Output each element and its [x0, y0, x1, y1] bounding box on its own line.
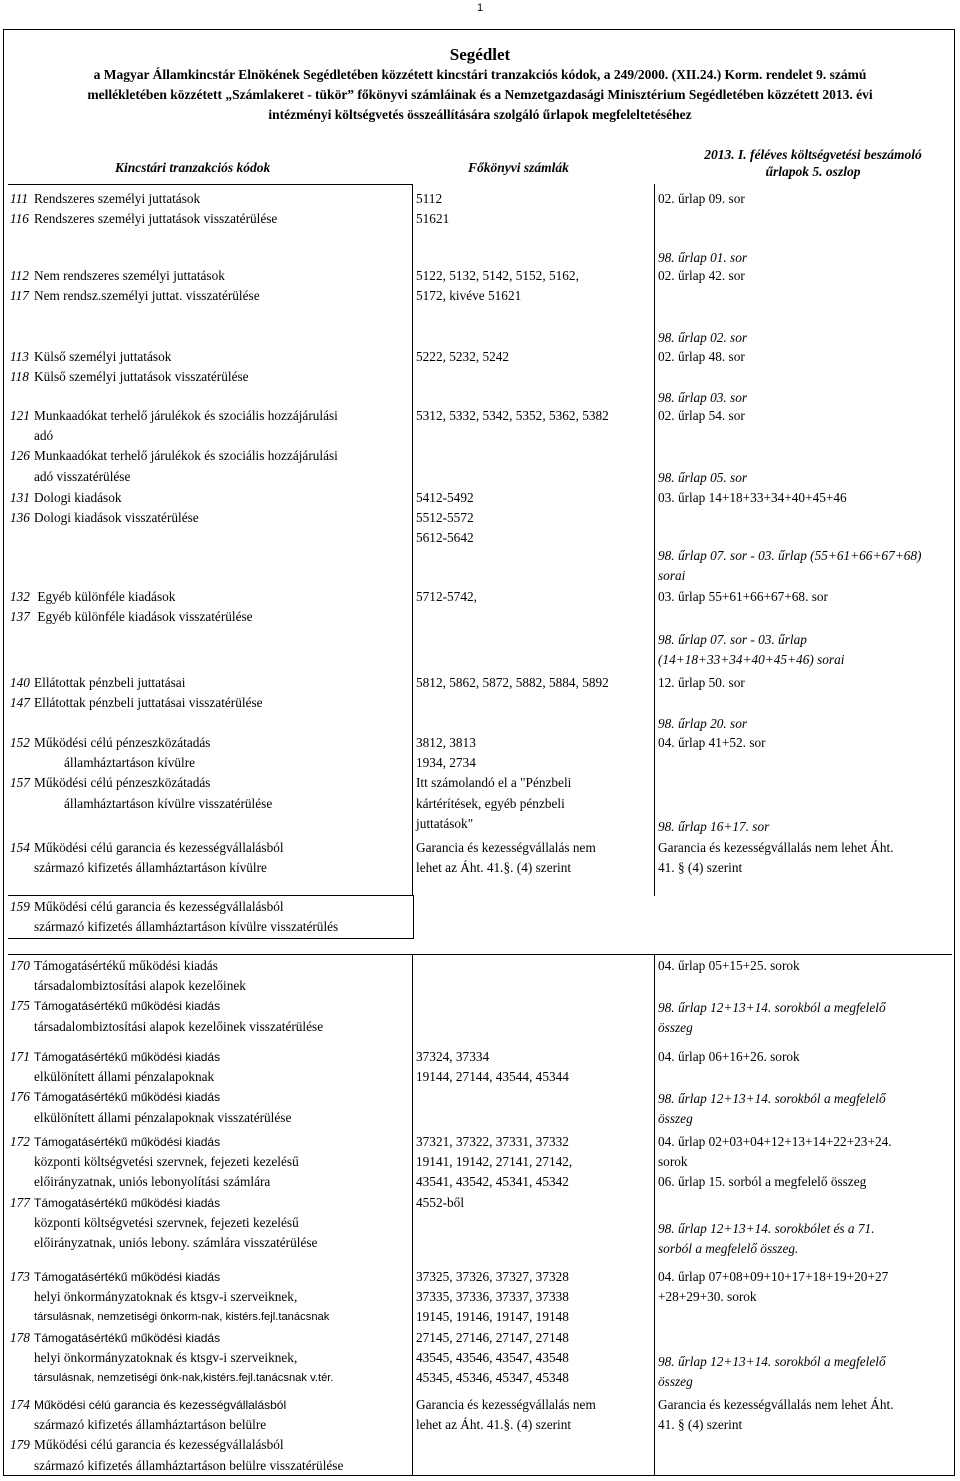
account-line: juttatások": [416, 815, 474, 831]
code-number: 170: [10, 958, 30, 973]
row-152-forms: 04. űrlap 41+52. sor: [658, 735, 766, 750]
code-label-cont: származó kifizetés államháztartáson belülre: [34, 1417, 267, 1433]
account-line: 1934, 2734: [416, 755, 476, 771]
row-154-accounts: [416, 838, 596, 878]
code-label: Nem rendsz.személyi juttat. visszatérülése: [34, 288, 260, 304]
code-number: 111: [10, 191, 28, 206]
header-urlapok-line2: űrlapok 5. oszlop: [765, 164, 861, 179]
code-number: 132: [10, 589, 30, 604]
forms-line: Garancia és kezességvállalás nem lehet Áht.: [658, 1397, 894, 1412]
row-132-codes: [10, 587, 253, 627]
code-label: Támogatásértékű működési kiadás: [34, 999, 221, 1014]
code-number: 154: [10, 840, 30, 855]
row-173-codes: [10, 1267, 334, 1388]
code-number: 117: [10, 288, 29, 304]
header-kincstari-kodok: Kincstári tranzakciós kódok: [115, 160, 271, 175]
code-number: 136: [10, 510, 30, 526]
row-171-forms: 04. űrlap 06+16+26. sorok: [658, 1049, 800, 1064]
row-131-forms-98: [658, 546, 921, 586]
forms-line: Garancia és kezességvállalás nem lehet Áht.: [658, 840, 894, 855]
account-line: kártérítések, egyéb pénzbeli: [416, 795, 565, 811]
forms-line: sorból a megfelelő összeg.: [658, 1241, 799, 1257]
row-154-codes: [10, 838, 284, 878]
code-label: Munkaadókat terhelő járulékok és szociális hozzájárulási: [34, 408, 338, 423]
row-131-forms: 03. űrlap 14+18+33+34+40+45+46: [658, 490, 847, 505]
code-label: Dologi kiadások visszatérülése: [34, 510, 199, 526]
row-170-forms-98: [658, 998, 886, 1038]
header-urlapok-line1: 2013. I. féléves költségvetési beszámoló: [704, 147, 922, 162]
code-label: Ellátottak pénzbeli juttatásai: [34, 675, 186, 690]
code-label-cont: helyi önkormányzatoknak és ktsgv-i szerveiknek,: [34, 1289, 298, 1305]
code-label: Külső személyi juttatások: [34, 349, 172, 364]
code-number: 157: [10, 775, 30, 791]
column-divider-left-lower: [412, 954, 413, 1476]
row-172-forms-98: [658, 1219, 875, 1259]
forms-line: (14+18+33+34+40+45+46) sorai: [658, 652, 845, 668]
code-label: Egyéb különféle kiadások visszatérülése: [34, 609, 253, 625]
row-132-forms: 03. űrlap 55+61+66+67+68. sor: [658, 589, 828, 604]
code-number: 113: [10, 349, 29, 364]
forms-line: összeg: [658, 1374, 693, 1390]
code-label-cont: központi költségvetési szervnek, fejezeti kezelésű: [34, 1154, 299, 1170]
account-line: 37335, 37336, 37337, 37338: [416, 1289, 569, 1305]
row-111-forms: 02. űrlap 09. sor: [658, 191, 745, 206]
account-line: 37321, 37322, 37331, 37332: [416, 1134, 569, 1149]
code-label: Támogatásértékű működési kiadás: [34, 958, 218, 973]
account-line: Itt számolandó el a "Pénzbeli: [416, 775, 572, 791]
row-113-codes: [10, 347, 249, 387]
code-label-cont: származó kifizetés államháztartáson belülre visszatérülése: [34, 1457, 344, 1473]
code-label-cont: államháztartáson kívülre visszatérülése: [64, 795, 273, 811]
header-urlapok: [678, 146, 948, 180]
code-number: 137: [10, 609, 30, 625]
code-label: Munkaadókat terhelő járulékok és szociális hozzájárulási: [34, 448, 338, 464]
row-152-forms-98: 98. űrlap 16+17. sor: [658, 819, 770, 834]
code-label: Külső személyi juttatások visszatérülése: [34, 369, 249, 385]
account-line: 43541, 43542, 45341, 45342: [416, 1174, 569, 1190]
forms-line: 41. § (4) szerint: [658, 1417, 743, 1433]
account-line: 37324, 37334: [416, 1049, 490, 1064]
forms-line: összeg: [658, 1020, 693, 1036]
forms-line: 04. űrlap 07+08+09+10+17+18+19+20+27: [658, 1269, 889, 1284]
row-113-forms: 02. űrlap 48. sor: [658, 349, 745, 364]
code-number: 159: [10, 899, 30, 914]
row-111-codes: [10, 189, 277, 229]
code-number: 126: [10, 448, 30, 464]
code-number: 147: [10, 695, 30, 711]
code-label-cont: társulásnak, nemzetiségi önkorm-nak, kistérs.fejl.tanácsnak: [34, 1311, 330, 1324]
code-label: Támogatásértékű működési kiadás: [34, 1090, 221, 1105]
code-number: 131: [10, 490, 30, 505]
row-140-accounts: 5812, 5862, 5872, 5882, 5884, 5892: [416, 675, 609, 690]
forms-line: 98. űrlap 12+13+14. sorokból a megfelelő: [658, 1091, 886, 1106]
code-number: 173: [10, 1269, 30, 1284]
account-line: 5112: [416, 191, 443, 206]
code-number: 177: [10, 1194, 30, 1210]
row-113-forms-98: 98. űrlap 03. sor: [658, 390, 748, 405]
code-label-cont: elkülönített állami pénzalapoknak visszatérülése: [34, 1109, 292, 1125]
document-title: [8, 45, 952, 125]
code-number: 118: [10, 369, 29, 385]
account-line: 27145, 27146, 27147, 27148: [416, 1329, 569, 1345]
row-113-accounts: 5222, 5232, 5242: [416, 349, 510, 364]
account-line: 5412-5492: [416, 490, 474, 505]
row-132-forms-98: [658, 630, 844, 670]
code-label: Rendszeres személyi juttatások visszatérülése: [34, 211, 278, 227]
page-number: 1: [476, 2, 484, 14]
column-divider-159: [413, 895, 414, 938]
row-131-accounts: [416, 488, 474, 549]
code-label: Támogatásértékű működési kiadás: [34, 1135, 221, 1149]
code-label: Támogatásértékű működési kiadás: [34, 1050, 221, 1064]
code-label: Támogatásértékű működési kiadás: [34, 1270, 221, 1284]
code-number: 174: [10, 1397, 30, 1412]
account-line: 5512-5572: [416, 510, 474, 526]
account-line: lehet az Áht. 41.§. (4) szerint: [416, 860, 572, 876]
code-label: Működési célú garancia és kezességvállalásból: [34, 1398, 287, 1412]
forms-line: sorok: [658, 1154, 688, 1170]
code-number: 179: [10, 1437, 30, 1453]
code-label: Rendszeres személyi juttatások: [34, 191, 201, 206]
row-140-forms-98: 98. űrlap 20. sor: [658, 716, 748, 731]
row-159-codes: [10, 897, 338, 937]
section-rule-159-bottom: [8, 938, 414, 939]
section-rule-159-top: [8, 895, 414, 896]
code-number: 175: [10, 998, 30, 1014]
forms-line: 98. űrlap 12+13+14. sorokbólet és a 71.: [658, 1221, 875, 1236]
header-fokonyvi-szamlak: Főkönyvi számlák: [468, 160, 569, 175]
forms-line: 41. § (4) szerint: [658, 860, 743, 876]
code-label-cont: származó kifizetés államháztartáson kívülre visszatérülés: [34, 919, 339, 935]
title-heading: Segédlet: [449, 45, 511, 64]
row-152-accounts: [416, 733, 571, 834]
forms-line: 98. űrlap 07. sor - 03. űrlap (55+61+66+67+68): [658, 548, 922, 563]
row-112-forms: 02. űrlap 42. sor: [658, 268, 745, 283]
code-number: 176: [10, 1089, 30, 1105]
forms-line: +28+29+30. sorok: [658, 1289, 757, 1305]
forms-line: 98. űrlap 07. sor - 03. űrlap: [658, 632, 807, 647]
row-172-codes: [10, 1132, 317, 1253]
row-173-forms-98: [658, 1352, 886, 1392]
code-number: 121: [10, 408, 30, 423]
row-171-accounts: [416, 1047, 569, 1087]
account-line: 51621: [416, 211, 450, 227]
code-label-cont: államháztartáson kívülre: [64, 755, 196, 771]
row-170-codes: [10, 956, 323, 1037]
row-173-accounts: [416, 1267, 569, 1388]
row-171-forms-98: [658, 1089, 886, 1129]
row-152-codes: [10, 733, 272, 814]
account-line: Garancia és kezességvállalás nem: [416, 1397, 596, 1412]
code-number: 112: [10, 268, 29, 283]
code-number: 140: [10, 675, 30, 690]
account-line: 19144, 27144, 43544, 45344: [416, 1069, 569, 1085]
code-label-cont: társulásnak, nemzetiségi önk-nak,kistérs.fejl.tanácsnak v.tér.: [34, 1372, 334, 1385]
row-174-accounts: [416, 1395, 596, 1435]
row-111-accounts: [416, 189, 449, 229]
row-173-forms: [658, 1267, 888, 1307]
code-label-cont: elkülönített állami pénzalapoknak: [34, 1069, 215, 1085]
code-label: Működési célú garancia és kezességvállalásból: [34, 840, 284, 855]
row-171-codes: [10, 1047, 291, 1128]
code-label-cont: adó: [34, 428, 54, 444]
code-label: Működési célú pénzeszközátadás: [34, 775, 211, 791]
row-132-accounts: 5712-5742,: [416, 589, 477, 604]
row-131-codes: [10, 488, 199, 528]
code-label: Működési célú garancia és kezességvállalásból: [34, 899, 284, 914]
column-divider-right: [654, 184, 655, 896]
code-label: Támogatásértékű működési kiadás: [34, 1195, 221, 1210]
code-number: 116: [10, 211, 29, 227]
account-line: 3812, 3813: [416, 735, 476, 750]
forms-line: 98. űrlap 12+13+14. sorokból a megfelelő: [658, 1000, 886, 1015]
code-label: Dologi kiadások: [34, 490, 122, 505]
code-label: Működési célú garancia és kezességvállalásból: [34, 1437, 284, 1453]
account-line: 45345, 45346, 45347, 45348: [416, 1370, 569, 1386]
account-line: 43545, 43546, 43547, 43548: [416, 1349, 569, 1365]
row-154-forms: [658, 838, 894, 878]
account-line: 5122, 5132, 5142, 5152, 5162,: [416, 268, 579, 283]
account-line: 5612-5642: [416, 530, 474, 546]
row-170-forms: 04. űrlap 05+15+25. sorok: [658, 958, 800, 973]
account-line: 19141, 19142, 27141, 27142,: [416, 1154, 573, 1170]
row-174-codes: [10, 1395, 343, 1476]
title-line-3: intézményi költségvetés összeállítására szolgáló űrlapok megfeleltetéséhez: [268, 107, 692, 122]
row-112-accounts: [416, 266, 579, 306]
row-112-forms-98: 98. űrlap 02. sor: [658, 330, 748, 345]
row-172-accounts: [416, 1132, 572, 1213]
row-112-codes: [10, 266, 260, 306]
code-number: 152: [10, 735, 30, 750]
row-121-forms: 02. űrlap 54. sor: [658, 408, 745, 423]
code-label-cont: előirányzatnak, uniós lebonyolítási számlára: [34, 1174, 271, 1190]
row-140-codes: [10, 673, 263, 713]
row-121-forms-98: 98. űrlap 05. sor: [658, 470, 748, 485]
code-number: 171: [10, 1049, 30, 1064]
account-line: 19145, 19146, 19147, 19148: [416, 1309, 569, 1325]
code-label-cont: társadalombiztosítási alapok kezelőinek: [34, 978, 246, 994]
code-label: Egyéb különféle kiadások: [34, 589, 176, 604]
code-label: Támogatásértékű működési kiadás: [34, 1330, 221, 1345]
code-label-cont: adó visszatérülése: [34, 468, 131, 484]
row-140-forms: 12. űrlap 50. sor: [658, 675, 745, 690]
code-label-cont: származó kifizetés államháztartáson kívülre: [34, 860, 267, 876]
forms-line: 06. űrlap 15. sorból a megfelelő összeg: [658, 1174, 867, 1190]
row-111-forms-98: 98. űrlap 01. sor: [658, 250, 748, 265]
forms-line: összeg: [658, 1111, 693, 1127]
header-rule-col1: [8, 184, 412, 185]
code-number: 178: [10, 1329, 30, 1345]
account-line: lehet az Áht. 41.§. (4) szerint: [416, 1417, 572, 1433]
code-label-cont: előirányzatnak, uniós lebony. számlára visszatérülése: [34, 1235, 318, 1251]
section-rule-170: [8, 954, 952, 955]
row-172-forms: [658, 1132, 892, 1193]
code-label: Működési célú pénzeszközátadás: [34, 735, 211, 750]
row-121-codes: [10, 406, 338, 487]
account-line: Garancia és kezességvállalás nem: [416, 840, 596, 855]
row-121-accounts: 5312, 5332, 5342, 5352, 5362, 5382: [416, 408, 609, 423]
column-divider-left: [412, 184, 413, 896]
account-line: 5172, kivéve 51621: [416, 288, 522, 304]
forms-line: sorai: [658, 568, 686, 584]
forms-line: 98. űrlap 12+13+14. sorokból a megfelelő: [658, 1354, 886, 1369]
code-label: Ellátottak pénzbeli juttatásai visszatérülése: [34, 695, 263, 711]
code-label-cont: társadalombiztosítási alapok kezelőinek visszatérülése: [34, 1018, 324, 1034]
code-label-cont: központi költségvetési szervnek, fejezeti kezelésű: [34, 1214, 299, 1230]
account-line: 37325, 37326, 37327, 37328: [416, 1269, 569, 1284]
title-line-2: mellékletében közzétett „Számlakeret - tükör” főkönyvi számláinak és a Nemzetgazdasági Minisztérium Segédletében közzétett 2013. évi: [87, 87, 873, 102]
code-label: Nem rendszeres személyi juttatások: [34, 268, 225, 283]
forms-line: 04. űrlap 02+03+04+12+13+14+22+23+24.: [658, 1134, 892, 1149]
title-line-1: a Magyar Államkincstár Elnökének Segédletében közzétett kincstári tranzakciós kódok, a 249/2000. (XII.24.) Korm. rendelet 9. számú: [93, 67, 867, 82]
account-line: 4552-ből: [416, 1194, 465, 1210]
row-174-forms: [658, 1395, 894, 1435]
code-label-cont: helyi önkormányzatoknak és ktsgv-i szerveiknek,: [34, 1349, 298, 1365]
code-number: 172: [10, 1134, 30, 1149]
column-divider-right-lower: [654, 954, 655, 1476]
